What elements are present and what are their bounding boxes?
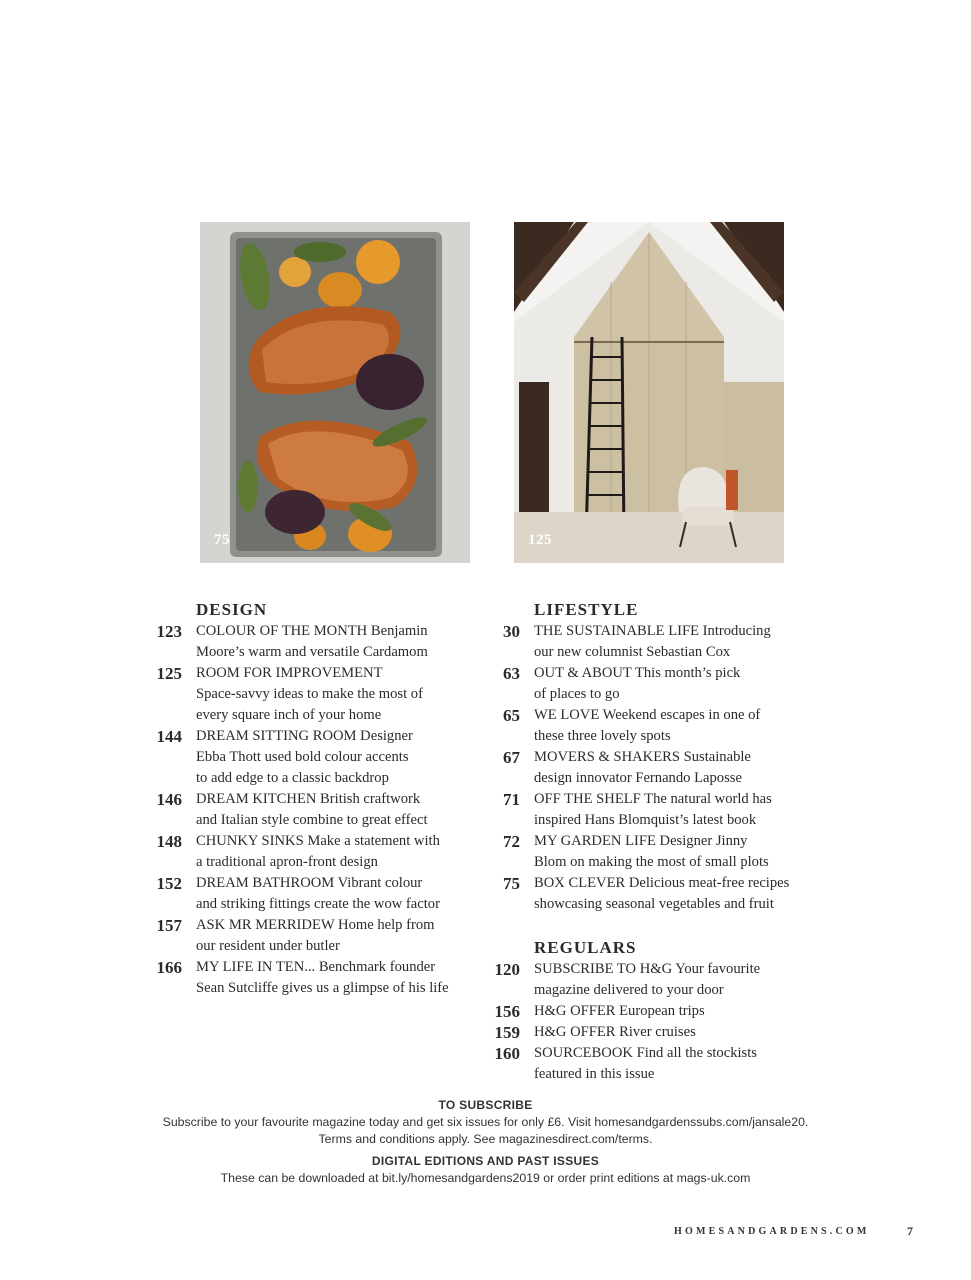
entry-page-number: 146 — [156, 790, 182, 809]
design-section — [140, 598, 470, 999]
entry-text: SUBSCRIBE TO H&G Your favourite magazine delivered to your door — [534, 961, 761, 998]
entry-text: ASK MR MERRIDEW Home help from our resident under butler — [196, 917, 435, 954]
section-heading-lifestyle: LIFESTYLE — [534, 600, 639, 619]
contents-entry[interactable] — [140, 663, 470, 726]
entry-text: DREAM BATHROOM Vibrant colour and striking fittings create the wow factor — [196, 875, 440, 912]
contents-entry[interactable] — [140, 621, 470, 663]
contents-entry[interactable] — [478, 1001, 808, 1022]
entry-text: COLOUR OF THE MONTH Benjamin Moore’s warm and versatile Cardamom — [196, 623, 428, 660]
entry-page-number: 152 — [156, 874, 182, 893]
entry-page-number: 156 — [494, 1002, 520, 1021]
website-url: HOMESANDGARDENS.COM — [674, 1226, 870, 1237]
contents-entry[interactable] — [478, 621, 808, 663]
attic-wardrobe-image — [514, 222, 784, 563]
contents-entry[interactable] — [478, 1043, 808, 1085]
entry-page-number: 144 — [156, 727, 182, 746]
contents-entry[interactable] — [140, 831, 470, 873]
entry-page-number: 159 — [494, 1023, 520, 1042]
section-heading-design: DESIGN — [196, 600, 268, 619]
digital-editions-text: These can be downloaded at bit.ly/homesandgardens2019 or order print editions at mags-uk.com — [220, 1171, 751, 1185]
entry-text: DREAM SITTING ROOM Designer Ebba Thott used bold colour accents to add edge to a classic backdrop — [196, 728, 413, 786]
entry-page-number: 75 — [503, 874, 520, 893]
contents-entry[interactable] — [140, 789, 470, 831]
contents-entry[interactable] — [140, 957, 470, 999]
entry-page-number: 67 — [503, 748, 520, 767]
lifestyle-section — [478, 598, 808, 1085]
entry-text: H&G OFFER River cruises — [534, 1024, 696, 1040]
entry-text: THE SUSTAINABLE LIFE Introducing our new columnist Sebastian Cox — [534, 623, 771, 660]
photo-page-number: 75 — [214, 532, 230, 548]
entry-page-number: 123 — [156, 622, 182, 641]
entry-page-number: 166 — [156, 958, 182, 977]
page-number: 7 — [907, 1224, 913, 1238]
photo-roasted-squash — [200, 222, 470, 563]
entry-text: MOVERS & SHAKERS Sustainable design innovator Fernando Laposse — [534, 749, 751, 786]
entry-page-number: 63 — [503, 664, 520, 683]
contents-entry[interactable] — [478, 831, 808, 873]
entry-text: OUT & ABOUT This month’s pick of places to go — [534, 665, 741, 702]
contents-entry[interactable] — [478, 873, 808, 915]
entry-page-number: 120 — [494, 960, 520, 979]
subscribe-heading: TO SUBSCRIBE — [438, 1098, 533, 1112]
digital-editions-heading: DIGITAL EDITIONS AND PAST ISSUES — [371, 1154, 600, 1168]
contents-entry[interactable] — [478, 747, 808, 789]
entry-text: SOURCEBOOK Find all the stockists featured in this issue — [534, 1045, 757, 1082]
contents-entry[interactable] — [140, 873, 470, 915]
entry-text: MY GARDEN LIFE Designer Jinny Blom on making the most of small plots — [534, 833, 769, 870]
entry-text: H&G OFFER European trips — [534, 1003, 705, 1019]
entry-text: WE LOVE Weekend escapes in one of these three lovely spots — [534, 707, 761, 744]
contents-entry[interactable] — [478, 789, 808, 831]
contents-entry[interactable] — [478, 1022, 808, 1043]
entry-page-number: 157 — [156, 916, 182, 935]
contents-entry[interactable] — [478, 663, 808, 705]
subscribe-text: Subscribe to your favourite magazine today and get six issues for only £6. Visit homesandgardenssubs.com/jansale20. — [162, 1115, 809, 1129]
roasted-squash-image — [200, 222, 470, 563]
contents-entry[interactable] — [478, 705, 808, 747]
section-heading-regulars: REGULARS — [534, 938, 637, 957]
terms-text: Terms and conditions apply. See magazinesdirect.com/terms. — [318, 1132, 653, 1146]
contents-entry[interactable] — [140, 915, 470, 957]
entry-text: DREAM KITCHEN British craftwork and Italian style combine to great effect — [196, 791, 428, 828]
photo-page-number: 125 — [528, 532, 552, 548]
entry-text: MY LIFE IN TEN... Benchmark founder Sean Sutcliffe gives us a glimpse of his life — [196, 959, 449, 996]
entry-page-number: 148 — [156, 832, 182, 851]
entry-text: ROOM FOR IMPROVEMENT Space-savvy ideas to make the most of every square inch of your home — [196, 665, 423, 723]
contents-entry[interactable] — [140, 726, 470, 789]
entry-page-number: 30 — [503, 622, 520, 641]
entry-page-number: 125 — [156, 664, 182, 683]
entry-text: CHUNKY SINKS Make a statement with a traditional apron-front design — [196, 833, 440, 870]
entry-page-number: 160 — [494, 1044, 520, 1063]
entry-text: BOX CLEVER Delicious meat-free recipes showcasing seasonal vegetables and fruit — [534, 875, 790, 912]
contents-entry[interactable] — [478, 959, 808, 1001]
entry-text: OFF THE SHELF The natural world has inspired Hans Blomquist’s latest book — [534, 791, 772, 828]
entry-page-number: 71 — [503, 790, 520, 809]
entry-page-number: 72 — [503, 832, 520, 851]
entry-page-number: 65 — [503, 706, 520, 725]
photo-attic-wardrobe — [514, 222, 784, 563]
